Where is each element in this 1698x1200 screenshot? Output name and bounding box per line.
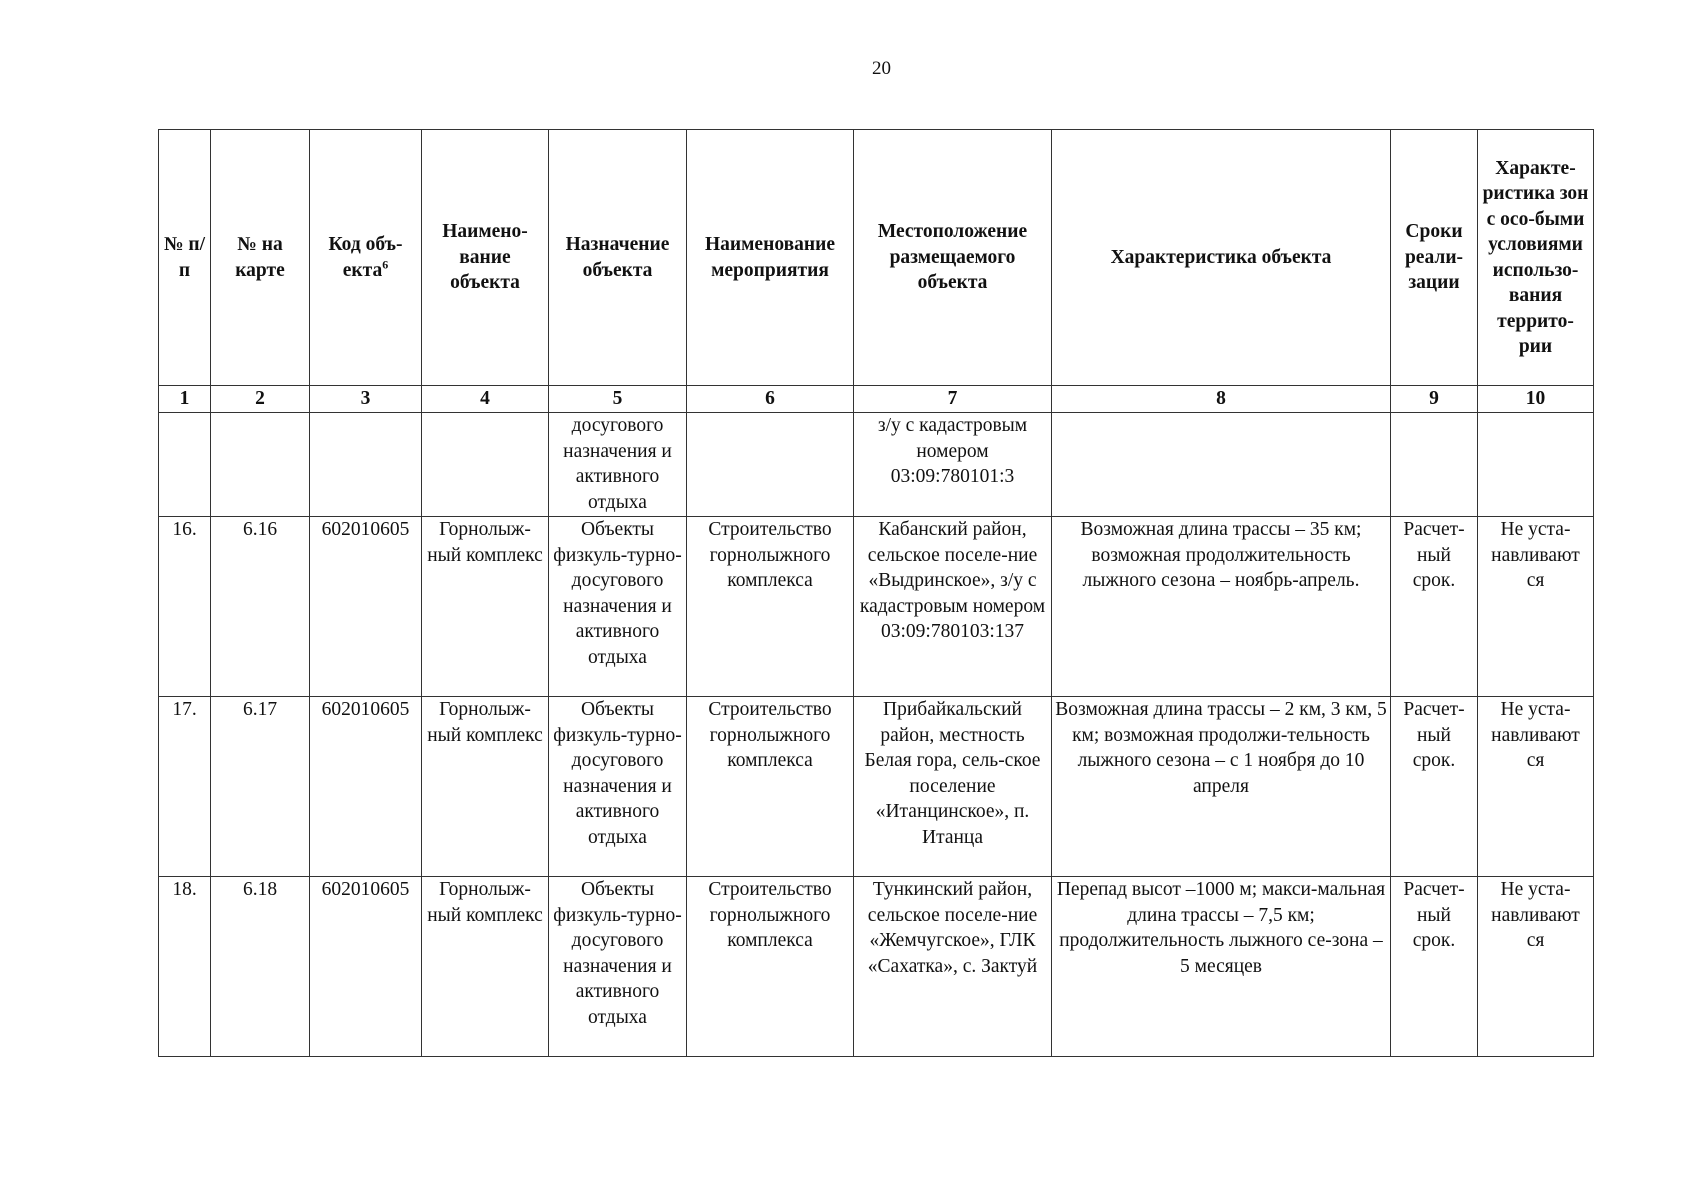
row-number: 16. bbox=[159, 517, 211, 697]
object-code: 602010605 bbox=[310, 697, 422, 877]
table-row bbox=[159, 877, 1594, 1057]
header-cell: Наименование мероприятия bbox=[687, 130, 854, 386]
column-number: 1 bbox=[159, 386, 211, 413]
implementation-term: Расчет-ный срок. bbox=[1391, 517, 1478, 697]
header-cell bbox=[310, 130, 422, 386]
header-cell: № на карте bbox=[211, 130, 310, 386]
zone-characteristic: Не уста-навливают ся bbox=[1478, 877, 1594, 1057]
implementation-term bbox=[1391, 413, 1478, 517]
object-location: Прибайкальский район, местность Белая гора, сель-ское поселение «Итанцинское», п. Итанца bbox=[854, 697, 1052, 877]
header-text: Код объ-екта bbox=[328, 234, 403, 281]
zone-characteristic: Не уста-навливают ся bbox=[1478, 697, 1594, 877]
map-number: 6.17 bbox=[211, 697, 310, 877]
implementation-term: Расчет-ный срок. bbox=[1391, 877, 1478, 1057]
object-characteristic bbox=[1052, 413, 1391, 517]
header-cell: Характе-ристика зон с осо-быми условиями использо-вания террито-рии bbox=[1478, 130, 1594, 386]
object-purpose: Объекты физкуль-турно-досугового назначения и активного отдыха bbox=[549, 697, 687, 877]
event-name: Строительство горнолыжного комплекса bbox=[687, 517, 854, 697]
header-cell: Местоположение размещаемого объекта bbox=[854, 130, 1052, 386]
header-row bbox=[159, 130, 1594, 386]
zone-characteristic: Не уста-навливают ся bbox=[1478, 517, 1594, 697]
object-name: Горнолыж-ный комплекс bbox=[422, 877, 549, 1057]
header-cell: Сроки реали-зации bbox=[1391, 130, 1478, 386]
event-name bbox=[687, 413, 854, 517]
object-location: з/у с кадастровым номером 03:09:780101:3 bbox=[854, 413, 1052, 517]
object-code bbox=[310, 413, 422, 517]
object-code: 602010605 bbox=[310, 877, 422, 1057]
zone-characteristic bbox=[1478, 413, 1594, 517]
object-name: Горнолыж-ный комплекс bbox=[422, 517, 549, 697]
column-number: 2 bbox=[211, 386, 310, 413]
table-row bbox=[159, 697, 1594, 877]
column-number: 7 bbox=[854, 386, 1052, 413]
implementation-term: Расчет-ный срок. bbox=[1391, 697, 1478, 877]
header-cell: № п/п bbox=[159, 130, 211, 386]
object-purpose: досугового назначения и активного отдыха bbox=[549, 413, 687, 517]
object-name: Горнолыж-ный комплекс bbox=[422, 697, 549, 877]
column-number: 9 bbox=[1391, 386, 1478, 413]
column-number: 4 bbox=[422, 386, 549, 413]
object-characteristic: Возможная длина трассы – 35 км; возможная продолжительность лыжного сезона – ноябрь-апрель. bbox=[1052, 517, 1391, 697]
map-number bbox=[211, 413, 310, 517]
column-number: 3 bbox=[310, 386, 422, 413]
object-characteristic: Возможная длина трассы – 2 км, 3 км, 5 км; возможная продолжи-тельность лыжного сезона – с 1 ноября до 10 апреля bbox=[1052, 697, 1391, 877]
object-location: Тункинский район, сельское поселе-ние «Жемчугское», ГЛК «Сахатка», с. Зактуй bbox=[854, 877, 1052, 1057]
header-cell: Наимено-вание объекта bbox=[422, 130, 549, 386]
row-number: 17. bbox=[159, 697, 211, 877]
object-code: 602010605 bbox=[310, 517, 422, 697]
object-purpose: Объекты физкуль-турно-досугового назначения и активного отдыха bbox=[549, 877, 687, 1057]
table-row bbox=[159, 517, 1594, 697]
object-purpose: Объекты физкуль-турно-досугового назначения и активного отдыха bbox=[549, 517, 687, 697]
column-number: 5 bbox=[549, 386, 687, 413]
column-number: 8 bbox=[1052, 386, 1391, 413]
row-number: 18. bbox=[159, 877, 211, 1057]
objects-table bbox=[158, 129, 1594, 1057]
header-cell: Характеристика объекта bbox=[1052, 130, 1391, 386]
column-number: 6 bbox=[687, 386, 854, 413]
object-characteristic: Перепад высот –1000 м; макси-мальная длина трассы – 7,5 км; продолжительность лыжного се-зона – 5 месяцев bbox=[1052, 877, 1391, 1057]
object-name bbox=[422, 413, 549, 517]
footnote-mark: 6 bbox=[382, 257, 389, 271]
event-name: Строительство горнолыжного комплекса bbox=[687, 877, 854, 1057]
header-cell: Назначение объекта bbox=[549, 130, 687, 386]
event-name: Строительство горнолыжного комплекса bbox=[687, 697, 854, 877]
object-location: Кабанский район, сельское поселе-ние «Выдринское», з/у с кадастровым номером 03:09:780103:137 bbox=[854, 517, 1052, 697]
page-number: 20 bbox=[872, 58, 891, 79]
map-number: 6.18 bbox=[211, 877, 310, 1057]
column-number-row bbox=[159, 386, 1594, 413]
map-number: 6.16 bbox=[211, 517, 310, 697]
column-number: 10 bbox=[1478, 386, 1594, 413]
row-number bbox=[159, 413, 211, 517]
table-row bbox=[159, 413, 1594, 517]
